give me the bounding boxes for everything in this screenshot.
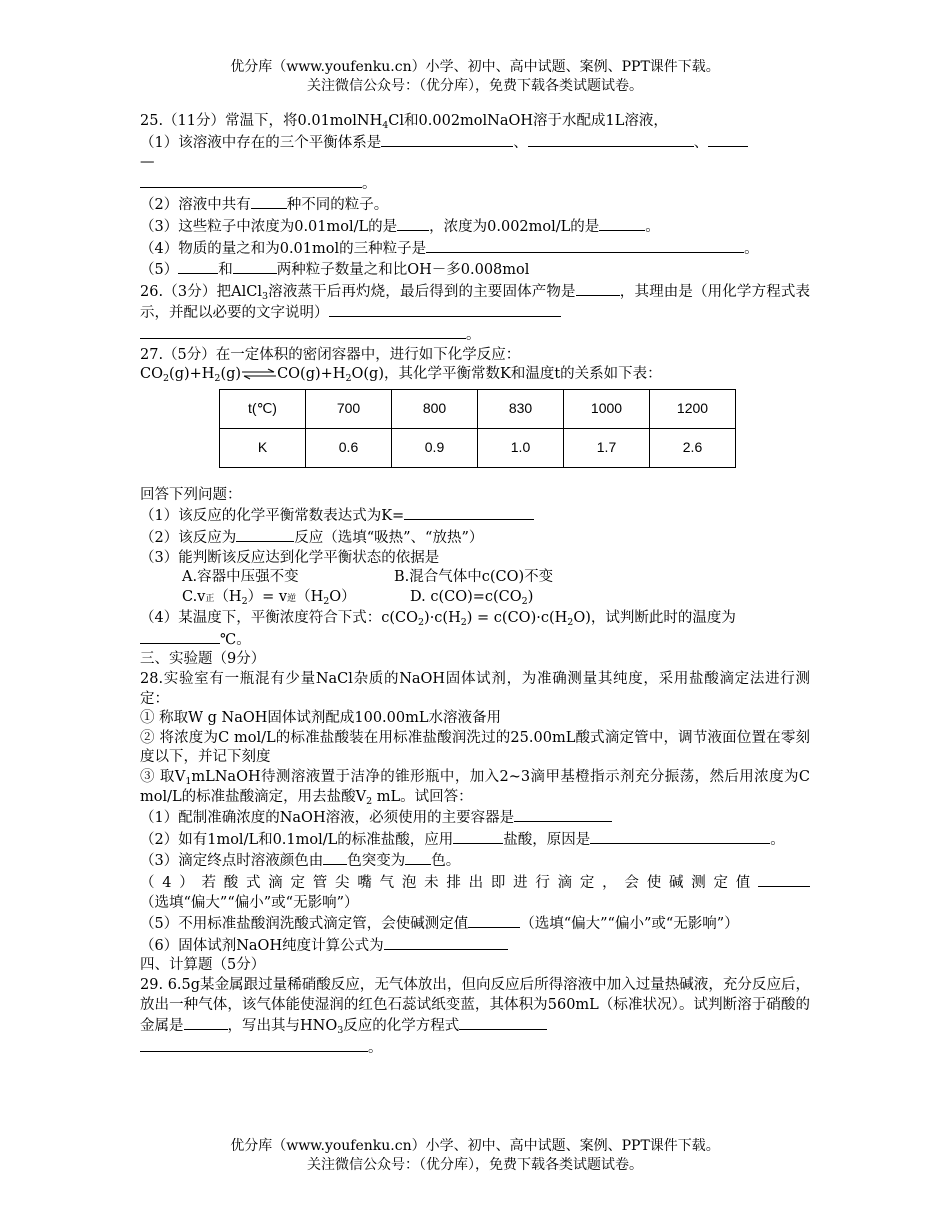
q28-part1: （1）配制准确浓度的NaOH溶液，必须使用的主要容器是 xyxy=(140,807,810,829)
q25-intro: 25.（11分）常温下，将0.01molNH$_4$Cl和0.002molNaOH溶于水配成1L溶液， xyxy=(140,113,668,131)
q25-part5: （5） 和 两种粒子数量之和比OH－多0.008mol xyxy=(140,259,810,281)
q27-ask: 回答下列问题： xyxy=(140,486,242,503)
answer-blank[interactable] xyxy=(590,829,770,844)
table-header-cell: K xyxy=(220,428,306,467)
table-header-cell: t(℃) xyxy=(220,389,306,428)
table-row xyxy=(220,389,736,428)
answer-blank[interactable] xyxy=(514,807,612,822)
q28-step3: ③ 取$V_1mLNaOH$待测溶液置于洁净的锥形瓶中，加入2~3滴甲基橙指示剂充分振荡，然后用浓度为C mol/L的标准盐酸滴定，用去盐酸$V_2$ mL。试回答： xyxy=(140,769,810,807)
answer-blank[interactable] xyxy=(329,302,561,317)
q25-part1-end: 。 xyxy=(140,173,810,195)
q27-equation: $CO_2(g)+H_2(g)$ $CO(g)+H_2O(g)$，其化学平衡常数K和温度t的关系如下表： xyxy=(140,366,662,385)
q25-part1-cont: — xyxy=(140,154,155,171)
q28-step1: ① 称取W g NaOH固体试剂配成100.00mL水溶液备用 xyxy=(140,710,501,727)
footer-line-1: 优分库（www.youfenku.cn）小学、初中、高中试题、案例、PPT课件下载。 xyxy=(230,1138,720,1154)
q28-part4: （4）若酸式滴定管尖嘴气泡未排出即进行滴定，会使碱测定值（选填“偏大”“偏小”或“无影响”） xyxy=(140,872,810,913)
table-cell: 0.9 xyxy=(392,428,478,467)
table-row xyxy=(220,428,736,467)
q27-part4: （4）某温度下，平衡浓度符合下式：$c(CO_2)\cdot c(H_2) = c(CO)\cdot c(H_2O)$，试判断此时的温度为 xyxy=(140,610,736,629)
q27-intro: 27.（5分）在一定体积的密闭容器中，进行如下化学反应： xyxy=(140,346,521,363)
answer-blank[interactable] xyxy=(404,505,534,520)
q27-part3: （3）能判断该反应达到化学平衡状态的依据是 xyxy=(140,549,440,566)
answer-blank[interactable] xyxy=(397,216,429,231)
answer-blank[interactable] xyxy=(599,216,645,231)
answer-blank[interactable] xyxy=(708,132,748,147)
table-cell: 2.6 xyxy=(650,428,736,467)
q28-part3: （3）滴定终点时溶液颜色由 色突变为 色。 xyxy=(140,850,810,872)
answer-blank[interactable] xyxy=(251,194,287,209)
table-cell: 800 xyxy=(392,389,478,428)
header-line-1: 优分库（www.youfenku.cn）小学、初中、高中试题、案例、PPT课件下载。 xyxy=(230,59,720,75)
header-line-2: 关注微信公众号：（优分库），免费下载各类试题试卷。 xyxy=(307,78,643,94)
q28-part5: （5）不用标准盐酸润洗酸式滴定管，会使碱测定值 （选填“偏大”“偏小”或“无影响”） xyxy=(140,913,810,935)
answer-blank[interactable] xyxy=(453,829,503,844)
answer-blank[interactable] xyxy=(184,1015,228,1030)
answer-blank[interactable] xyxy=(468,913,520,928)
q28-step2: ② 将浓度为C mol/L的标准盐酸装在用标准盐酸润洗过的25.00mL酸式滴定管中，调节液面位置在零刻度以下，并记下刻度 xyxy=(140,729,810,766)
q27-part4-end: ℃。 xyxy=(140,629,810,651)
q27-part1: （1）该反应的化学平衡常数表达式为K= xyxy=(140,505,810,527)
q26-end: 。 xyxy=(140,324,810,346)
q27-part2: （2）该反应为 反应（选填“吸热”、“放热”） xyxy=(140,527,810,549)
section-4-title: 四、计算题（5分） xyxy=(140,957,266,974)
answer-blank[interactable] xyxy=(459,1015,547,1030)
answer-blank[interactable] xyxy=(178,259,218,274)
q25-part4: （4）物质的量之和为0.01mol的三种粒子是 。 xyxy=(140,238,810,260)
q27-options-cd: C.v正$(H_2)= v$逆$(H_2O)$ D. $c(CO)=c(CO_2)$ xyxy=(182,588,534,607)
k-temperature-table xyxy=(219,389,736,468)
answer-blank[interactable] xyxy=(233,259,277,274)
q25-part2: （2）溶液中共有 种不同的粒子。 xyxy=(140,194,810,216)
q29-text: 29. 6.5g某金属跟过量稀硝酸反应，无气体放出，但向反应后所得溶液中加入过量热碱液，充分反应后，放出一种气体，该气体能使湿润的红色石蕊试纸变蓝，其体积为560mL（标准状况）。试判断溶于硝酸的金属是 ，写出其与$HNO_3$反应的化学方程式 xyxy=(140,976,810,1037)
answer-blank[interactable] xyxy=(140,629,220,644)
answer-blank[interactable] xyxy=(426,238,744,253)
answer-blank[interactable] xyxy=(140,324,466,339)
answer-blank[interactable] xyxy=(140,1037,368,1052)
answer-blank[interactable] xyxy=(576,281,620,296)
q27-options-ab: A.容器中压强不变 B.混合气体中c(CO)不变 xyxy=(182,569,554,586)
answer-blank[interactable] xyxy=(405,850,431,865)
equilibrium-arrow-icon xyxy=(241,368,277,380)
q28-intro: 28.实验室有一瓶混有少量NaCl杂质的NaOH固体试剂，为准确测量其纯度，采用盐酸滴定法进行测定： xyxy=(140,671,810,707)
answer-blank[interactable] xyxy=(528,132,694,147)
answer-blank[interactable] xyxy=(384,935,508,950)
q29-end: 。 xyxy=(140,1037,810,1059)
exam-content xyxy=(140,112,810,1058)
page-footer xyxy=(0,1137,950,1175)
q28-part6: （6）固体试剂NaOH纯度计算公式为 xyxy=(140,935,810,957)
table-cell: 830 xyxy=(478,389,564,428)
table-cell: 1.0 xyxy=(478,428,564,467)
section-3-title: 三、实验题（9分） xyxy=(140,651,266,668)
answer-blank[interactable] xyxy=(323,850,347,865)
q26-text: 26.（3分）把AlCl$_3$溶液蒸干后再灼烧，最后得到的主要固体产物是 ，其理由是（用化学方程式表示，并配以必要的文字说明） xyxy=(140,281,810,324)
page-header xyxy=(0,58,950,96)
table-cell: 700 xyxy=(306,389,392,428)
q25-part3: （3）这些粒子中浓度为0.01mol/L的是 ，浓度为0.002mol/L的是 。 xyxy=(140,216,810,238)
table-cell: 0.6 xyxy=(306,428,392,467)
table-cell: 1000 xyxy=(564,389,650,428)
answer-blank[interactable] xyxy=(236,527,294,542)
q25-part1: （1）该溶液中存在的三个平衡体系是 、 、 xyxy=(140,132,810,154)
table-cell: 1.7 xyxy=(564,428,650,467)
answer-blank[interactable] xyxy=(381,132,513,147)
table-cell: 1200 xyxy=(650,389,736,428)
answer-blank[interactable] xyxy=(758,872,810,887)
footer-line-2: 关注微信公众号：（优分库），免费下载各类试题试卷。 xyxy=(307,1157,643,1173)
q28-part2: （2）如有1mol/L和0.1mol/L的标准盐酸，应用 盐酸，原因是 。 xyxy=(140,829,810,851)
answer-blank[interactable] xyxy=(140,173,362,188)
